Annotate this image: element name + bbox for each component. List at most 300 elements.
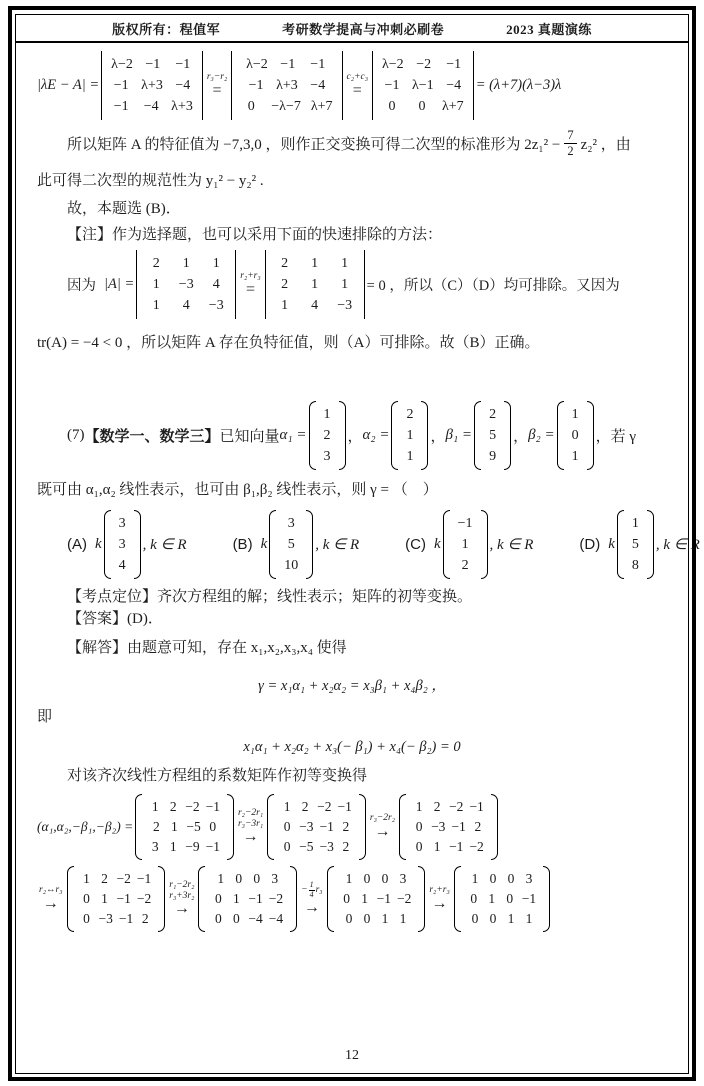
row-op-arrow-3 [39, 885, 63, 912]
k-coefficient: k [260, 535, 268, 552]
matrix-cell: 1 [345, 870, 353, 886]
equals-sign: = [212, 81, 222, 99]
matrix-cell: 1 [217, 870, 225, 886]
matrix-m3 [399, 794, 498, 860]
matrix-cell: 2 [101, 870, 108, 886]
matrix-cell: −2 [449, 798, 464, 814]
matrix-cell: −1 [521, 890, 537, 906]
matrix-cell: 3 [399, 870, 407, 886]
matrix-cell: 2 [342, 818, 350, 834]
matrix-m4 [67, 866, 166, 932]
right-paren [481, 510, 488, 579]
determinant-A [136, 250, 236, 319]
matrix-cell: 0 [388, 99, 396, 114]
matrix-cell: 9 [489, 449, 497, 464]
matrix-cell: 2 [342, 838, 350, 854]
matrix-cell: 2 [406, 407, 414, 422]
matrix-cell: −1 [384, 78, 400, 93]
option-a-vector [104, 510, 141, 579]
alpha2-label: α₂ = [362, 427, 390, 443]
left-paren [267, 794, 274, 860]
row-op-arrow-4 [169, 880, 194, 918]
matrix-cell: −1 [376, 890, 391, 906]
matrix-cell: 2 [152, 256, 160, 272]
matrix-cell: 0 [83, 890, 90, 906]
matrix-cell: −4 [268, 910, 284, 926]
row-op-label: r₂+r₃ [240, 271, 261, 282]
matrix-row [209, 909, 286, 929]
matrix-cell: 2 [489, 407, 497, 422]
matrix-row [236, 96, 337, 117]
col-op-label: c₂+c₃ [346, 72, 368, 83]
matrix-cell: 4 [212, 277, 220, 293]
because-text: 因为 [67, 278, 96, 295]
matrix-cell: 0 [363, 910, 371, 926]
option-b [233, 510, 360, 579]
matrix-cell: 3 [525, 870, 533, 886]
matrix-cell: 2 [474, 818, 482, 834]
row-op-arrow-1 [238, 808, 263, 846]
matrix-cell: −4 [310, 78, 326, 93]
matrix-cell: −2 [116, 870, 131, 886]
matrix-cell: 1 [507, 910, 515, 926]
matrix-cell: 0 [343, 890, 350, 906]
matrix-cell: 1 [341, 277, 349, 293]
matrix-cell: 0 [209, 818, 217, 834]
matrix-row [410, 837, 487, 857]
matrix-row [465, 909, 539, 929]
matrix-row [146, 837, 223, 857]
trace-paragraph: tr(A) = −4 < 0 ，所以矩阵 A 存在负特征值，则（A）可排除。故（B）正确。 [37, 335, 540, 352]
matrix-row [106, 54, 198, 75]
matrix-cell: 1 [571, 407, 579, 422]
vector-beta2 [557, 401, 594, 470]
option-c-label: (C) [405, 535, 426, 553]
matrix-cell: 3 [271, 870, 279, 886]
matrix-row [115, 555, 130, 576]
question-outro: ，若 γ [595, 429, 637, 445]
matrix-cell: 0 [83, 910, 90, 926]
matrix-cell: −1 [337, 798, 352, 814]
matrix-cell: 0 [489, 870, 497, 886]
question-number: (7) [67, 427, 85, 443]
matrix-cell: −1 [113, 78, 129, 93]
separator: ， [347, 429, 363, 445]
matrix-cell: 3 [118, 536, 126, 552]
matrix-cell: 5 [631, 536, 639, 552]
matrix-cell: −3 [431, 818, 446, 834]
matrix-row [410, 817, 487, 837]
matrix-cell: 2 [301, 798, 309, 814]
minus-sign: − [301, 885, 308, 896]
matrix-cell: 1 [488, 890, 496, 906]
matrix-cell: −3 [98, 910, 113, 926]
matrix-cell: λ−1 [412, 78, 434, 93]
right-paren [339, 401, 346, 470]
fraction-1-4 [309, 881, 315, 900]
row-op-equals-note [240, 271, 260, 298]
matrix-row [568, 404, 583, 425]
matrix-cell: 0 [415, 818, 423, 834]
equation-homogeneous: x₁α₁ + x₂α₂ + x₃(− β₁) + x₄(− β₂) = 0 [243, 738, 461, 755]
matrix-cell: 3 [287, 515, 295, 531]
matrix-cell: 1 [311, 277, 319, 293]
matrix-cell: −2 [416, 57, 432, 72]
row-op-label: r₃−r₂ [206, 72, 228, 83]
matrix-cell: 1 [83, 870, 90, 886]
matrix-row [280, 513, 302, 534]
note-after-text: = 0 ，所以（C）（D）均可排除。又因为 [366, 278, 620, 295]
matrix-cell: 5 [287, 536, 295, 552]
question-7-line2: 既可由 α₁,α₂ 线性表示，也可由 β₁,β₂ 线性表示，则 γ = （ ） [37, 482, 438, 498]
matrix-cell: 2 [169, 798, 177, 814]
option-d-suffix: , k ∈ R [655, 536, 700, 553]
k-coefficient: k [608, 535, 615, 552]
eigenvalue-paragraph [37, 128, 667, 159]
arrow-icon: → [42, 894, 59, 912]
matrix-cell: −1 [205, 798, 220, 814]
left-paren [67, 866, 74, 932]
det-bar [473, 51, 474, 120]
matrix-cell: −2 [185, 798, 200, 814]
matrix-cell: −5 [186, 818, 201, 834]
right-paren [587, 401, 594, 470]
arrow-icon: → [242, 828, 259, 846]
option-c-vector [443, 510, 488, 579]
matrix-row [115, 534, 130, 555]
matrix-cell: −1 [451, 818, 466, 834]
separator: ， [430, 429, 446, 445]
eigen-text-post: z₂² ，由 [580, 137, 631, 153]
matrix-cell: −3 [299, 818, 314, 834]
matrix-row [106, 96, 198, 117]
note-title: 【注】作为选择题，也可以采用下面的快速排除的方法： [67, 226, 443, 243]
fraction-denominator: 4 [309, 890, 314, 899]
left-paren [443, 510, 450, 579]
row-op-label-line1: r₁−2r₂ [169, 879, 195, 890]
matrix-row [115, 513, 130, 534]
right-paren [421, 401, 428, 470]
matrix-cell: λ+7 [310, 99, 333, 114]
det-lhs: |λE − A| = [37, 77, 100, 93]
matrix-cell: −3 [178, 277, 194, 293]
matrix-cell: 0 [418, 99, 426, 114]
matrix-row [236, 54, 337, 75]
matrix-row [410, 797, 487, 817]
matrix-cell: −1 [205, 838, 220, 854]
matrix-cell: −1 [145, 57, 161, 72]
matrix-cell: 3 [151, 838, 159, 854]
option-c [405, 510, 533, 579]
canonical-form-paragraph: 此可得二次型的规范性为 y₁² − y₂² . [37, 173, 264, 189]
matrix-cell: 1 [381, 910, 389, 926]
matrix-cell: λ−2 [246, 57, 268, 72]
matrix-cell: 1 [471, 870, 479, 886]
matrix-cell: 2 [281, 256, 289, 272]
option-d [579, 510, 699, 579]
matrix-cell: 5 [489, 428, 497, 443]
row-op-label-line2: r₃+3r₂ [169, 890, 195, 901]
matrix-row [377, 96, 469, 117]
matrix-cell: 0 [415, 838, 423, 854]
matrix-m2 [267, 794, 366, 860]
matrix-row [377, 75, 469, 96]
arrow-icon: → [374, 822, 391, 840]
matrix-cell: −2 [268, 890, 284, 906]
matrix-row [278, 837, 355, 857]
matrix-row [146, 817, 223, 837]
matrix-row [141, 295, 231, 316]
row-op-label [169, 880, 194, 902]
matrix-cell: 0 [489, 910, 497, 926]
document-page [16, 15, 700, 1073]
row-op-arrow-2 [370, 813, 395, 840]
fraction-numerator: 1 [309, 880, 314, 890]
row-op-label [238, 808, 263, 830]
matrix-row [402, 404, 417, 425]
matrix-row [278, 797, 355, 817]
matrix-row [454, 534, 477, 555]
matrix-cell: −1 [310, 57, 326, 72]
options-row [37, 510, 700, 579]
header-copyright: 版权所有：程值军 [112, 22, 221, 37]
matrix-cell: −λ−7 [271, 99, 301, 114]
matrix-cell: −1 [446, 57, 462, 72]
k-coefficient: k [433, 535, 441, 552]
matrix-cell: 1 [171, 818, 178, 834]
matrix-cell: λ+3 [276, 78, 298, 93]
matrix-row [485, 446, 500, 467]
matrix-cell: −1 [449, 838, 464, 854]
fraction-7-2 [564, 128, 576, 159]
matrix-row [78, 889, 155, 909]
det-bar [202, 51, 203, 120]
row-op-equals-1 [207, 72, 227, 99]
matrix-cell: 3 [323, 449, 331, 464]
arrow-icon: → [303, 898, 320, 916]
vector-alpha1 [309, 401, 346, 470]
matrix-row [146, 797, 223, 817]
matrix-cell: −1 [175, 57, 191, 72]
matrix-row [454, 555, 477, 576]
matrix-m1 [135, 794, 234, 860]
col-op-equals-2 [347, 72, 368, 99]
matrix-cell: 4 [311, 298, 319, 314]
matrix-cell: 1 [406, 428, 414, 443]
matrix-cell: 1 [281, 298, 289, 314]
beta2-label: β₂ = [528, 427, 555, 443]
left-paren [399, 794, 406, 860]
page-content [16, 43, 700, 932]
matrix-cell: 2 [461, 557, 469, 573]
matrix-cell: 1 [182, 256, 190, 272]
matrix-cell: 1 [461, 536, 469, 552]
matrix-row [628, 555, 643, 576]
matrix-cell: 0 [471, 910, 479, 926]
row-op-label: r₂+r₃ [429, 885, 450, 896]
matrix-cell: 0 [215, 910, 222, 926]
matrix-cell: 1 [323, 407, 331, 422]
row-op-label-line2: r₃−3r₁ [237, 818, 264, 829]
row-op-label: r₂↔r₃ [39, 885, 63, 896]
matrix-row [628, 534, 643, 555]
matrix-row [320, 425, 335, 446]
matrix-cell: 1 [341, 256, 349, 272]
matrix-row [280, 555, 302, 576]
matrix-cell: −3 [337, 298, 353, 314]
matrix-row [485, 425, 500, 446]
matrix-cell: 10 [284, 557, 299, 573]
matrix-row [628, 513, 643, 534]
matrix-cell: 0 [235, 870, 243, 886]
matrix-cell: 0 [283, 818, 291, 834]
question-7-line1 [37, 401, 667, 470]
namely-text: 即 [37, 709, 53, 725]
right-paren [504, 401, 511, 470]
row-op-label-line1: r₂−2r₁ [237, 807, 264, 818]
header-edition: 2023 真题演练 [506, 22, 592, 37]
matrix-cell: −3 [208, 298, 224, 314]
matrix-cell: −1 [319, 818, 334, 834]
matrix-row [568, 425, 583, 446]
matrix-cell: −4 [446, 78, 462, 93]
matrix-cell: 1 [152, 277, 160, 293]
matrix-cell: −1 [248, 890, 263, 906]
matrix-row [141, 274, 231, 295]
matrix-row [78, 869, 155, 889]
matrix-cell: 0 [247, 99, 255, 114]
option-a-label: (A) [67, 535, 87, 553]
matrix-cell: 0 [253, 870, 261, 886]
matrix-cell: −1 [248, 78, 264, 93]
matrix-cell: λ−2 [382, 57, 404, 72]
arrow-icon: → [173, 900, 190, 918]
row-op-label [301, 881, 322, 900]
det-bar [235, 250, 236, 319]
matrix-row [78, 909, 155, 929]
matrix-row [402, 425, 417, 446]
det-bar [342, 51, 343, 120]
left-paren [327, 866, 334, 932]
right-paren [306, 510, 313, 579]
matrix-cell: 1 [152, 298, 160, 314]
matrix-row [270, 253, 360, 274]
matrix-row [278, 817, 355, 837]
matrix-cell: 1 [415, 798, 423, 814]
page-header [16, 15, 688, 43]
right-paren [647, 510, 654, 579]
k-coefficient: k [95, 535, 102, 552]
equation-gamma: γ = x₁α₁ + x₂α₂ = x₃β₁ + x₄β₂ ， [258, 678, 446, 694]
matrix-row [209, 889, 286, 909]
right-paren [359, 794, 366, 860]
matrix-cell: 0 [507, 870, 515, 886]
matrix-m7 [454, 866, 550, 932]
matrix-cell: −4 [143, 99, 159, 114]
matrix-cell: 1 [311, 256, 319, 272]
determinant-3 [372, 51, 474, 120]
right-paren [227, 794, 234, 860]
row-op-arrow-6 [429, 885, 449, 912]
matrix-cell: 1 [525, 910, 533, 926]
left-paren [391, 401, 398, 470]
determinant-A2 [265, 250, 365, 319]
solution-intro-paragraph: 【解答】由题意可知，存在 x₁,x₂,x₃,x₄ 使得 [67, 640, 347, 657]
matrix-cell: −1 [280, 57, 296, 72]
right-paren [158, 866, 165, 932]
option-d-label: (D) [579, 535, 601, 553]
matrix-cell: 2 [433, 798, 441, 814]
determinant-2 [231, 51, 342, 120]
elimination-row-2 [37, 866, 667, 932]
elimination-row-1 [37, 794, 667, 860]
matrix-cell: 1 [151, 798, 159, 814]
left-paren [198, 866, 205, 932]
det-result: = (λ+7)(λ−3)λ [475, 77, 562, 93]
matrix-cell: λ+7 [442, 99, 464, 114]
answer-paragraph: 【答案】(D)． [67, 610, 163, 627]
matrix-row [280, 534, 302, 555]
matrix-cell: 0 [363, 870, 371, 886]
option-a [67, 510, 187, 579]
matrix-cell: 1 [283, 798, 291, 814]
matrix-row [320, 404, 335, 425]
fraction-numerator: 7 [564, 128, 576, 144]
left-paren [269, 510, 276, 579]
key-points-paragraph: 【考点定位】齐次方程组的解；线性表示；矩阵的初等变换。 [67, 588, 473, 605]
row-op-arrow-5 [301, 881, 322, 916]
row-op-label: r₃−2r₂ [369, 813, 396, 824]
matrix-row [485, 404, 500, 425]
matrix-cell: 0 [215, 890, 222, 906]
matrix-cell: 2 [323, 428, 331, 443]
question-intro: 已知向量 [219, 429, 280, 445]
header-book-title: 考研数学提高与冲刺必刷卷 [282, 22, 445, 37]
left-paren [557, 401, 564, 470]
option-a-suffix: , k ∈ R [142, 536, 187, 553]
matrix-cell: −3 [319, 838, 334, 854]
alpha1-label: α₁ = [279, 427, 307, 443]
matrix-cell: 1 [631, 515, 639, 531]
matrix-row [338, 869, 415, 889]
matrix-cell: 0 [470, 890, 478, 906]
fraction-denominator: 2 [567, 144, 574, 158]
matrix-row [454, 513, 477, 534]
beta1-label: β₁ = [445, 427, 473, 443]
matrix-row [209, 869, 286, 889]
matrix-row [338, 909, 415, 929]
matrix-row [377, 54, 469, 75]
matrix-cell: 8 [631, 557, 639, 573]
matrix-row [465, 869, 539, 889]
elimination-lhs: (α₁,α₂,−β₁,−β₂) = [37, 818, 134, 834]
matrix-cell: 2 [141, 910, 149, 926]
matrix-cell: −5 [299, 838, 314, 854]
matrix-cell: 2 [281, 277, 289, 293]
eigen-text-pre: 所以矩阵 A 的特征值为 −7,3,0 ，则作正交变换可得二次型的标准形为 2z₁² − [67, 137, 561, 153]
answer-b-paragraph: 故，本题选 (B)． [67, 200, 181, 217]
left-paren [104, 510, 111, 579]
page-number: 12 [345, 1048, 359, 1063]
matrix-row [402, 446, 417, 467]
matrix-cell: 0 [506, 890, 514, 906]
detA-lhs: |A| = [104, 276, 135, 293]
matrix-cell: 1 [399, 910, 407, 926]
equals-sign: = [245, 281, 255, 299]
matrix-cell: 1 [169, 838, 177, 854]
equals-sign: = [352, 81, 362, 99]
matrix-cell: 1 [571, 449, 579, 464]
